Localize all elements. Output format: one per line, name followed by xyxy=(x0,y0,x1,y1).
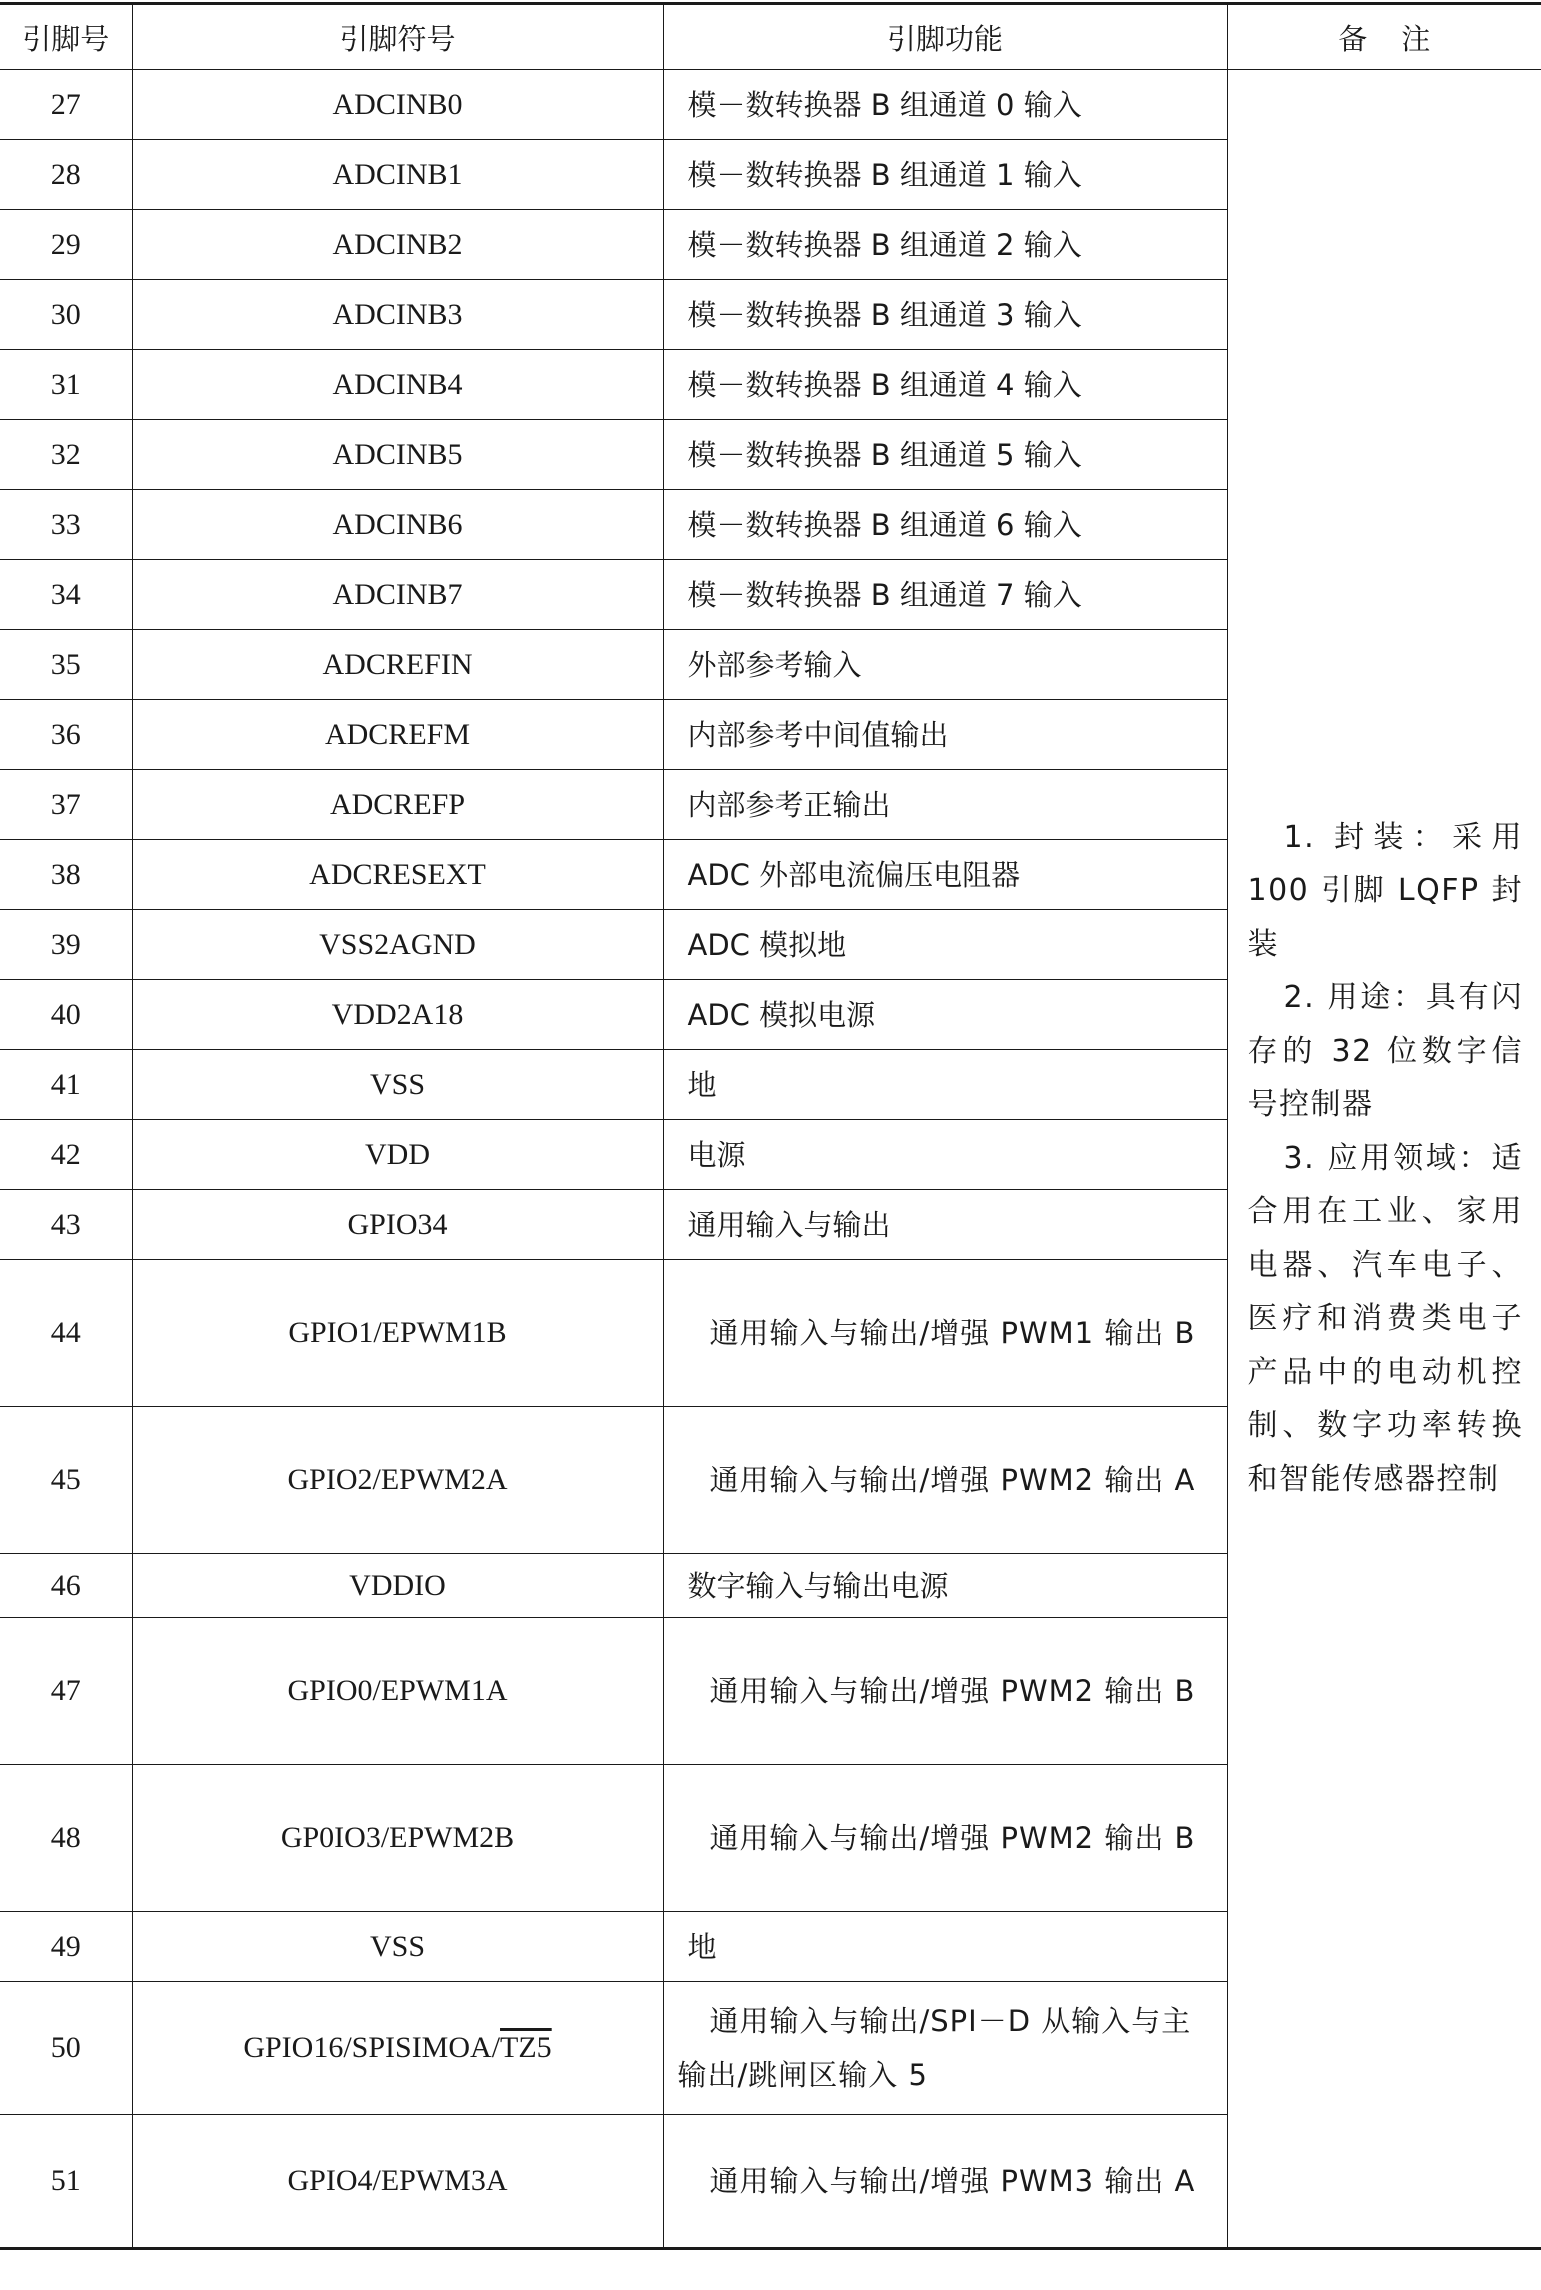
pin-function: 通用输入与输出/增强 PWM2 输出 B xyxy=(663,1618,1227,1765)
pin-function: 模－数转换器 B 组通道 1 输入 xyxy=(663,140,1227,210)
pin-function: 数字输入与输出电源 xyxy=(663,1554,1227,1618)
pin-number: 33 xyxy=(0,490,132,560)
pin-symbol: ADCREFP xyxy=(132,770,663,840)
pin-symbol: ADCINB7 xyxy=(132,560,663,630)
pin-number: 30 xyxy=(0,280,132,350)
pin-symbol: GPIO34 xyxy=(132,1190,663,1260)
table-row xyxy=(0,70,1541,140)
pin-function: 模－数转换器 B 组通道 6 输入 xyxy=(663,490,1227,560)
pin-symbol xyxy=(132,1982,663,2115)
pin-function: 模－数转换器 B 组通道 0 输入 xyxy=(663,70,1227,140)
pin-function: 模－数转换器 B 组通道 2 输入 xyxy=(663,210,1227,280)
pin-symbol: GPIO1/EPWM1B xyxy=(132,1260,663,1407)
pin-number: 49 xyxy=(0,1912,132,1982)
header-pin-symbol: 引脚符号 xyxy=(132,4,663,70)
pin-function: 通用输入与输出 xyxy=(663,1190,1227,1260)
pin-symbol: ADCINB0 xyxy=(132,70,663,140)
pin-function: 内部参考正输出 xyxy=(663,770,1227,840)
pin-function: 地 xyxy=(663,1050,1227,1120)
table-header xyxy=(0,4,1541,70)
pin-table xyxy=(0,2,1541,2250)
pin-symbol: ADCREFM xyxy=(132,700,663,770)
pin-function: 模－数转换器 B 组通道 4 输入 xyxy=(663,350,1227,420)
remark-usage: 2. 用途：具有闪存的 32 位数字信号控制器 xyxy=(1247,980,1523,1123)
pin-function: ADC 外部电流偏压电阻器 xyxy=(663,840,1227,910)
header-pin-number: 引脚号 xyxy=(0,4,132,70)
pin-symbol: ADCREFIN xyxy=(132,630,663,700)
remarks-cell xyxy=(1227,70,1541,2249)
pin-function: 内部参考中间值输出 xyxy=(663,700,1227,770)
pin-symbol: VSS2AGND xyxy=(132,910,663,980)
pin-number: 34 xyxy=(0,560,132,630)
pin-number: 41 xyxy=(0,1050,132,1120)
pin-symbol: ADCRESEXT xyxy=(132,840,663,910)
pin-function: 通用输入与输出/增强 PWM1 输出 B xyxy=(663,1260,1227,1407)
pin-number: 48 xyxy=(0,1765,132,1912)
pin-function: ADC 模拟电源 xyxy=(663,980,1227,1050)
pin-number: 37 xyxy=(0,770,132,840)
pin-number: 31 xyxy=(0,350,132,420)
pin-symbol: ADCINB2 xyxy=(132,210,663,280)
pin-function: 模－数转换器 B 组通道 5 输入 xyxy=(663,420,1227,490)
pin-function: 电源 xyxy=(663,1120,1227,1190)
pin-symbol: GPIO2/EPWM2A xyxy=(132,1407,663,1554)
pin-number: 32 xyxy=(0,420,132,490)
pin-number: 40 xyxy=(0,980,132,1050)
pin-symbol-prefix: GPIO16/SPISIMOA/ xyxy=(243,2031,501,2064)
header-pin-function: 引脚功能 xyxy=(663,4,1227,70)
pin-function: 通用输入与输出/增强 PWM2 输出 A xyxy=(663,1407,1227,1554)
pin-number: 27 xyxy=(0,70,132,140)
pin-symbol-overline: TZ5 xyxy=(500,2031,552,2064)
pin-symbol: VSS xyxy=(132,1912,663,1982)
pin-symbol: VDD xyxy=(132,1120,663,1190)
pin-number: 46 xyxy=(0,1554,132,1618)
pin-number: 50 xyxy=(0,1982,132,2115)
pin-symbol: GP0IO3/EPWM2B xyxy=(132,1765,663,1912)
pin-symbol: ADCINB4 xyxy=(132,350,663,420)
pin-symbol: ADCINB6 xyxy=(132,490,663,560)
remark-applications: 3. 应用领域：适合用在工业、家用电器、汽车电子、医疗和消费类电子产品中的电动机控制、数字功率转换和智能传感器控制 xyxy=(1247,1140,1523,1497)
pin-number: 47 xyxy=(0,1618,132,1765)
pin-symbol: VDD2A18 xyxy=(132,980,663,1050)
pin-symbol: VDDIO xyxy=(132,1554,663,1618)
pin-number: 38 xyxy=(0,840,132,910)
pin-function: 地 xyxy=(663,1912,1227,1982)
pin-number: 39 xyxy=(0,910,132,980)
pin-number: 45 xyxy=(0,1407,132,1554)
pin-symbol: ADCINB1 xyxy=(132,140,663,210)
pin-function: 模－数转换器 B 组通道 3 输入 xyxy=(663,280,1227,350)
pin-symbol: VSS xyxy=(132,1050,663,1120)
pin-symbol: GPIO4/EPWM3A xyxy=(132,2115,663,2249)
pin-symbol: GPIO0/EPWM1A xyxy=(132,1618,663,1765)
pin-number: 28 xyxy=(0,140,132,210)
pin-function: 外部参考输入 xyxy=(663,630,1227,700)
remark-package: 1. 封装：采用 100 引脚 LQFP 封装 xyxy=(1247,819,1523,962)
pin-function: ADC 模拟地 xyxy=(663,910,1227,980)
pin-number: 36 xyxy=(0,700,132,770)
pin-function: 通用输入与输出/增强 PWM2 输出 B xyxy=(663,1765,1227,1912)
pin-number: 35 xyxy=(0,630,132,700)
pin-number: 42 xyxy=(0,1120,132,1190)
header-remarks: 备注 xyxy=(1227,4,1541,70)
pin-symbol: ADCINB3 xyxy=(132,280,663,350)
pin-symbol: ADCINB5 xyxy=(132,420,663,490)
pin-number: 29 xyxy=(0,210,132,280)
pin-number: 44 xyxy=(0,1260,132,1407)
pin-function: 模－数转换器 B 组通道 7 输入 xyxy=(663,560,1227,630)
pin-number: 43 xyxy=(0,1190,132,1260)
pin-number: 51 xyxy=(0,2115,132,2249)
pin-function: 通用输入与输出/增强 PWM3 输出 A xyxy=(663,2115,1227,2249)
pin-function: 通用输入与输出/SPI－D 从输入与主输出/跳闸区输入 5 xyxy=(663,1982,1227,2115)
